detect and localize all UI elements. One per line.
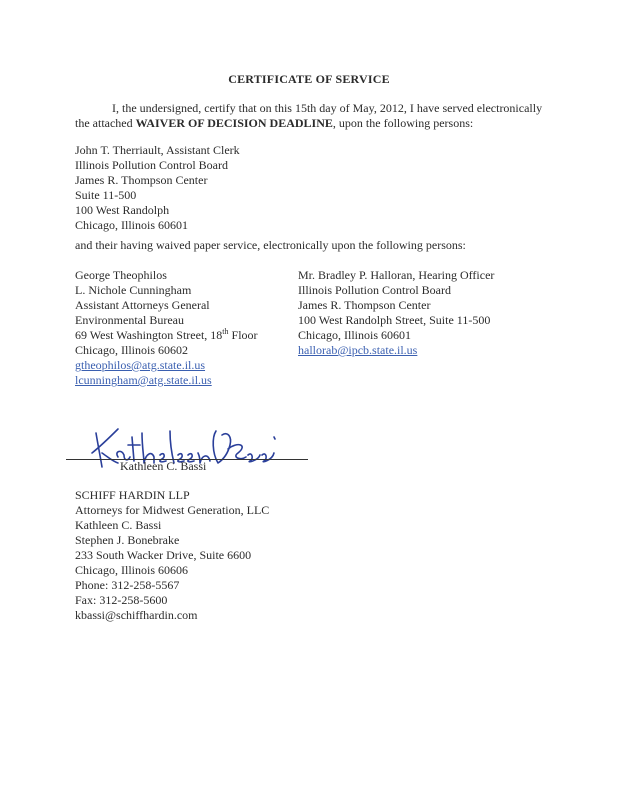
address-line: Assistant Attorneys General	[75, 298, 210, 312]
waived-service-text: and their having waived paper service, electronically upon the following persons:	[75, 238, 466, 252]
firm-signature-block	[75, 488, 269, 623]
intro-line-2-suffix: , upon the following persons:	[332, 116, 474, 130]
address-line: 100 West Randolph Street, Suite 11-500	[298, 313, 491, 327]
address-line: L. Nichole Cunningham	[75, 283, 192, 297]
firm-line: Kathleen C. Bassi	[75, 518, 162, 532]
address-line: George Theophilos	[75, 268, 167, 282]
firm-line: SCHIFF HARDIN LLP	[75, 488, 190, 502]
address-line: Illinois Pollution Control Board	[298, 283, 452, 297]
signer-name: Kathleen C. Bassi	[120, 459, 207, 473]
address-line: Chicago, Illinois 60601	[75, 218, 188, 232]
address-line: 100 West Randolph	[75, 203, 170, 217]
recipients-left-column	[75, 268, 258, 388]
page-title: CERTIFICATE OF SERVICE	[228, 72, 390, 86]
firm-email: kbassi@schiffhardin.com	[75, 608, 198, 622]
firm-line: Attorneys for Midwest Generation, LLC	[75, 503, 270, 517]
recipients-right-column	[298, 268, 494, 358]
firm-phone: Phone: 312-258-5567	[75, 578, 180, 592]
address-line: Mr. Bradley P. Halloran, Hearing Officer	[298, 268, 495, 282]
address-line: Chicago, Illinois 60602	[75, 343, 188, 357]
primary-recipient-address	[75, 143, 240, 233]
document-name: WAIVER OF DECISION DEADLINE	[135, 116, 333, 130]
certification-paragraph	[75, 101, 555, 131]
address-line: John T. Therriault, Assistant Clerk	[75, 143, 240, 157]
address-line: Illinois Pollution Control Board	[75, 158, 229, 172]
address-line: Suite 11-500	[75, 188, 137, 202]
email-link-cunningham[interactable]: lcunningham@atg.state.il.us	[75, 373, 212, 387]
address-line: Environmental Bureau	[75, 313, 184, 327]
street-address: 69 West Washington Street, 18th Floor	[75, 327, 258, 342]
email-link-theophilos[interactable]: gtheophilos@atg.state.il.us	[75, 358, 206, 372]
address-line: Chicago, Illinois 60601	[298, 328, 411, 342]
intro-line-2-prefix: the attached	[75, 116, 136, 130]
intro-line-1: I, the undersigned, certify that on this 15th day of May, 2012, I have served electronically	[112, 101, 543, 115]
firm-line: 233 South Wacker Drive, Suite 6600	[75, 548, 252, 562]
email-link-halloran[interactable]: hallorab@ipcb.state.il.us	[298, 343, 418, 357]
address-line: James R. Thompson Center	[75, 173, 208, 187]
address-line: James R. Thompson Center	[298, 298, 431, 312]
firm-line: Chicago, Illinois 60606	[75, 563, 188, 577]
firm-line: Stephen J. Bonebrake	[75, 533, 180, 547]
firm-fax: Fax: 312-258-5600	[75, 593, 168, 607]
